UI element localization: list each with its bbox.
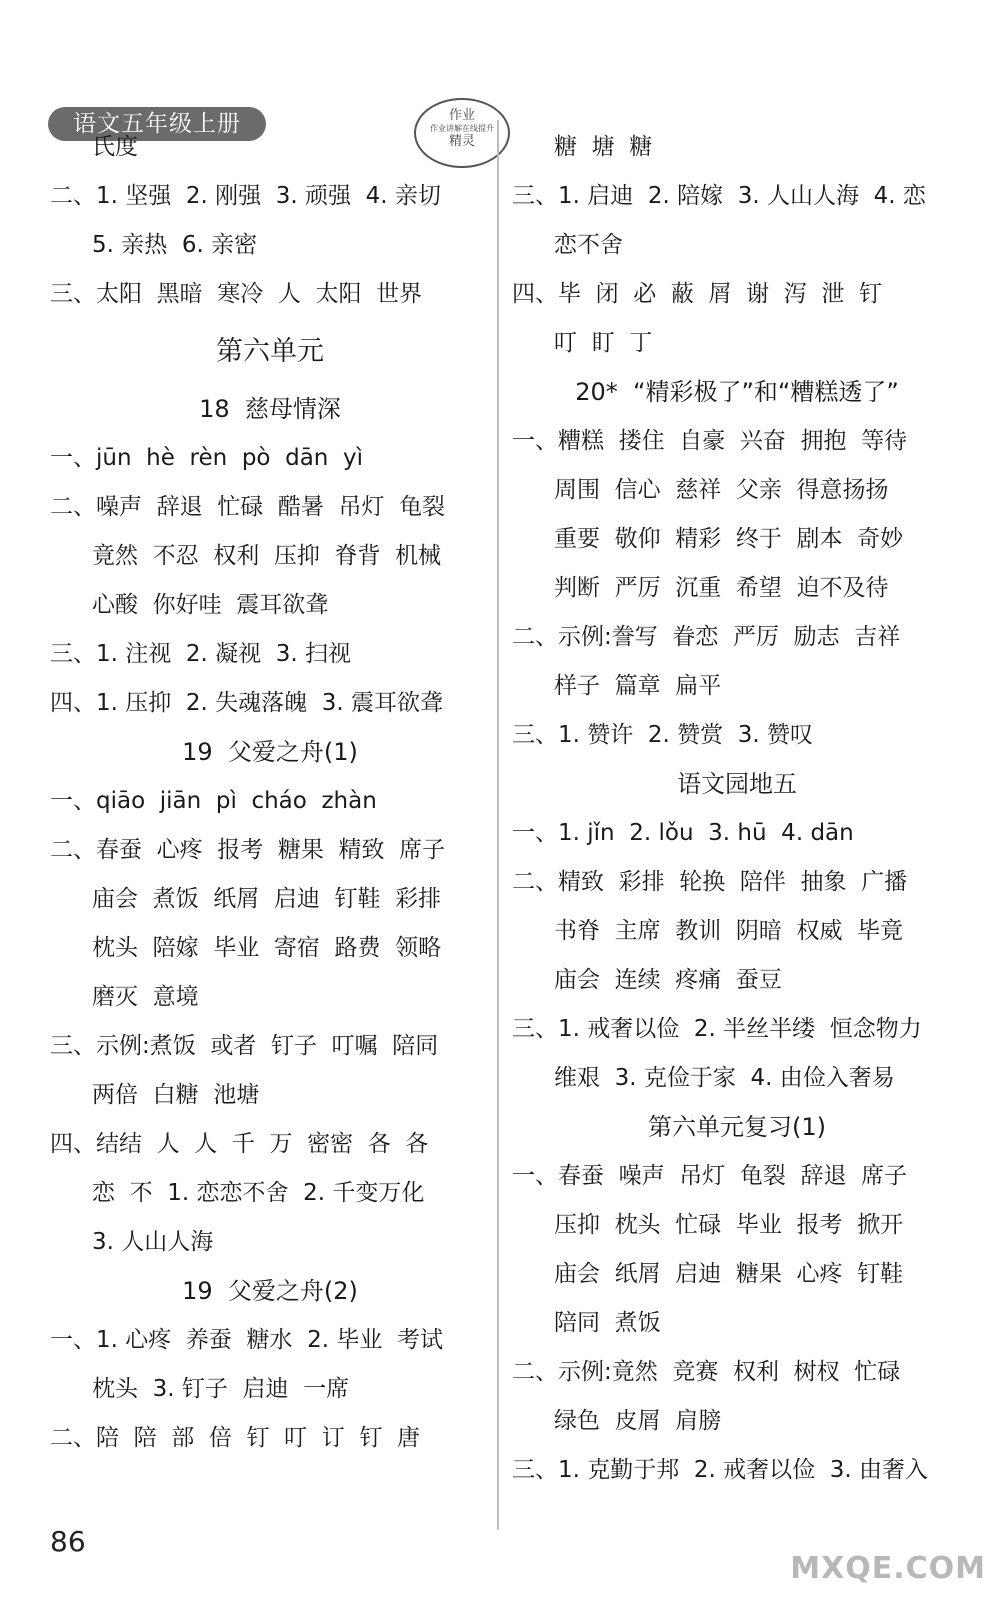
stamp-line3: 精灵 xyxy=(448,134,475,149)
answer-line: 氏度 xyxy=(92,134,138,160)
answer-line: 竟然 不忍 权利 压抑 脊背 机械 xyxy=(92,543,442,569)
answer-line: 一、糟糕 搂住 自豪 兴奋 拥抱 等待 xyxy=(512,428,908,454)
lesson-title: 19 父爱之舟(2) xyxy=(182,1277,358,1305)
lesson-title: 语文园地五 xyxy=(677,770,797,798)
answer-line: 维艰 3. 克俭于家 4. 由俭入奢易 xyxy=(554,1065,895,1091)
lesson-title: 第六单元复习(1) xyxy=(648,1113,826,1141)
answer-line: 绿色 皮屑 肩膀 xyxy=(554,1408,722,1434)
answer-line: 四、毕 闭 必 蔽 屑 谢 泻 泄 钉 xyxy=(512,281,882,307)
answer-line: 3. 人山人海 xyxy=(92,1229,214,1255)
answer-line: 庙会 连续 疼痛 蚕豆 xyxy=(554,967,782,993)
answer-line: 一、春蚕 噪声 吊灯 龟裂 辞退 席子 xyxy=(512,1163,908,1189)
answer-line: 两倍 白糖 池塘 xyxy=(92,1082,260,1108)
answer-line: 样子 篇章 扁平 xyxy=(554,673,722,699)
answer-line: 二、春蚕 心疼 报考 糖果 精致 席子 xyxy=(50,837,446,863)
answer-line: 三、1. 赞许 2. 赞赏 3. 赞叹 xyxy=(512,722,814,748)
answer-line: 三、太阳 黑暗 寒冷 人 太阳 世界 xyxy=(50,281,423,307)
answer-line: 一、qiāo jiān pì cháo zhàn xyxy=(50,788,377,814)
stamp-line1: 作业 xyxy=(448,108,475,123)
answer-line: 二、噪声 辞退 忙碌 酷暑 吊灯 龟裂 xyxy=(50,494,446,520)
answer-line: 心酸 你好哇 震耳欲聋 xyxy=(92,592,329,618)
answer-line: 二、陪 陪 部 倍 钉 叮 订 钉 唐 xyxy=(50,1425,420,1451)
right-column xyxy=(512,123,962,1495)
answer-line: 四、1. 压抑 2. 失魂落魄 3. 震耳欲聋 xyxy=(50,690,444,716)
answer-line: 二、示例:竟然 竞赛 权利 树杈 忙碌 xyxy=(512,1359,901,1385)
unit-heading: 第六单元 xyxy=(216,336,324,367)
answer-line: 磨灭 意境 xyxy=(92,984,199,1010)
answer-line: 糖 塘 糖 xyxy=(554,134,653,160)
left-column xyxy=(50,123,490,1463)
answer-line: 判断 严厉 沉重 希望 迫不及待 xyxy=(554,575,889,601)
answer-line: 庙会 煮饭 纸屑 启迪 钉鞋 彩排 xyxy=(92,886,442,912)
answer-line: 庙会 纸屑 启迪 糖果 心疼 钉鞋 xyxy=(554,1261,904,1287)
answer-line: 二、1. 坚强 2. 刚强 3. 顽强 4. 亲切 xyxy=(50,183,441,209)
answer-line: 书脊 主席 教训 阴暗 权威 毕竟 xyxy=(554,918,904,944)
answer-line: 三、1. 克勤于邦 2. 戒奢以俭 3. 由奢入 xyxy=(512,1457,929,1483)
answer-line: 三、1. 启迪 2. 陪嫁 3. 人山人海 4. 恋 xyxy=(512,183,926,209)
answer-line: 枕头 陪嫁 毕业 寄宿 路费 领略 xyxy=(92,935,442,961)
page-number: 86 xyxy=(50,1525,86,1558)
answer-line: 枕头 3. 钉子 启迪 一席 xyxy=(92,1376,350,1402)
answer-line: 二、示例:誊写 眷恋 严厉 励志 吉祥 xyxy=(512,624,901,650)
answer-line: 三、1. 戒奢以俭 2. 半丝半缕 恒念物力 xyxy=(512,1016,922,1042)
book-title-badge: 语文五年级上册 xyxy=(48,107,266,141)
answer-line: 5. 亲热 6. 亲密 xyxy=(92,232,258,258)
watermark-logo: MXQE.COM xyxy=(790,1551,986,1586)
answer-line: 陪同 煮饭 xyxy=(554,1310,661,1336)
answer-line: 恋不舍 xyxy=(554,232,623,258)
answer-line: 四、结结 人 人 千 万 密密 各 各 xyxy=(50,1131,429,1157)
answer-line: 叮 盯 丁 xyxy=(554,330,653,356)
answer-line: 一、1. 心疼 养蚕 糖水 2. 毕业 考试 xyxy=(50,1327,443,1353)
answer-line: 三、1. 注视 2. 凝视 3. 扫视 xyxy=(50,641,352,667)
column-divider xyxy=(497,120,499,1530)
answer-line: 周围 信心 慈祥 父亲 得意扬扬 xyxy=(554,477,889,503)
lesson-title: 19 父爱之舟(1) xyxy=(182,738,358,766)
lesson-title: 18 慈母情深 xyxy=(199,395,341,423)
answer-line: 重要 敬仰 精彩 终于 剧本 奇妙 xyxy=(554,526,904,552)
answer-line: 三、示例:煮饭 或者 钉子 叮嘱 陪同 xyxy=(50,1033,439,1059)
answer-line: 恋 不 1. 恋恋不舍 2. 千变万化 xyxy=(92,1180,425,1206)
answer-line: 二、精致 彩排 轮换 陪伴 抽象 广播 xyxy=(512,869,908,895)
lesson-title: 20* “精彩极了”和“糟糕透了” xyxy=(575,378,899,406)
answer-line: 一、jūn hè rèn pò dān yì xyxy=(50,445,364,471)
stamp-line2: 作业讲解在线提升 xyxy=(430,124,494,133)
answer-line: 压抑 枕头 忙碌 毕业 报考 掀开 xyxy=(554,1212,904,1238)
answer-line: 一、1. jǐn 2. lǒu 3. hū 4. dān xyxy=(512,820,854,846)
